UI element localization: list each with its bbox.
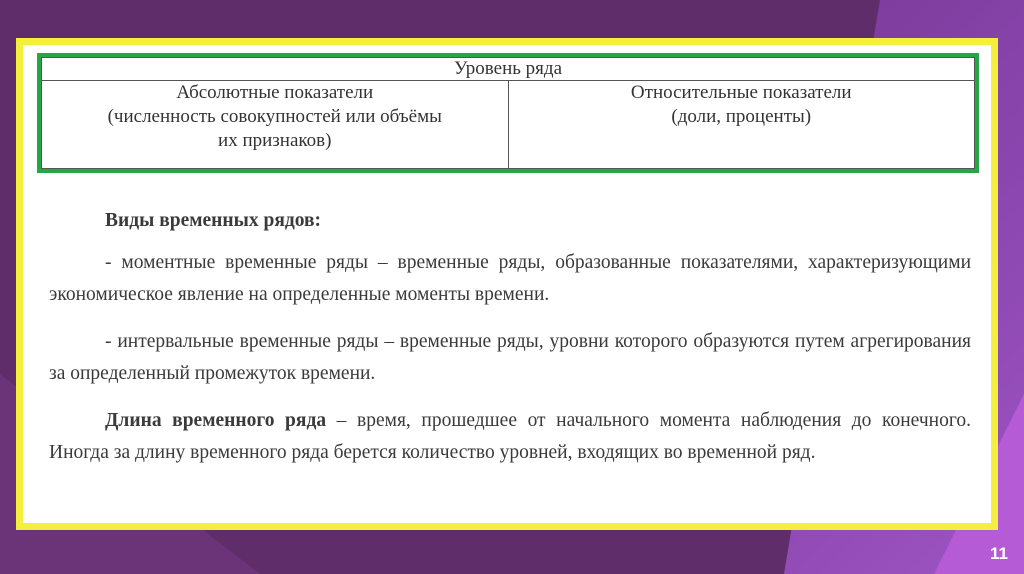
term-series-length: Длина временного ряда: [105, 410, 327, 431]
levels-table-frame: [37, 53, 979, 173]
page-number: 11: [990, 544, 1008, 563]
relative-indicators-cell: Относительные показатели (доли, проценты): [508, 81, 975, 169]
document-image: [23, 45, 991, 523]
document-body: [49, 205, 971, 484]
absolute-indicators-cell: Абсолютные показатели (численность совокупностей или объёмы их признаков): [42, 81, 509, 169]
table-header-cell: Уровень ряда: [42, 58, 975, 81]
paragraph-series-length: [49, 405, 971, 469]
section-heading: Виды временных рядов:: [105, 210, 322, 231]
paragraph-interval-series: - интервальные временные ряды – временные ряды, уровни которого образуются путем агрегирования за определенный промежуток времени.: [49, 331, 971, 384]
paragraph-moment-series: - моментные временные ряды – временные ряды, образованные показателями, характеризующими экономическое явление на определенные моменты времени.: [49, 252, 971, 305]
definition-series-length: – время, прошедшее от начального момента наблюдения до конечного. Иногда за длину временного ряда берется количество уровней, входящих во временной ряд.: [49, 410, 971, 463]
levels-table: [41, 57, 975, 169]
slide-frame: [16, 38, 998, 530]
